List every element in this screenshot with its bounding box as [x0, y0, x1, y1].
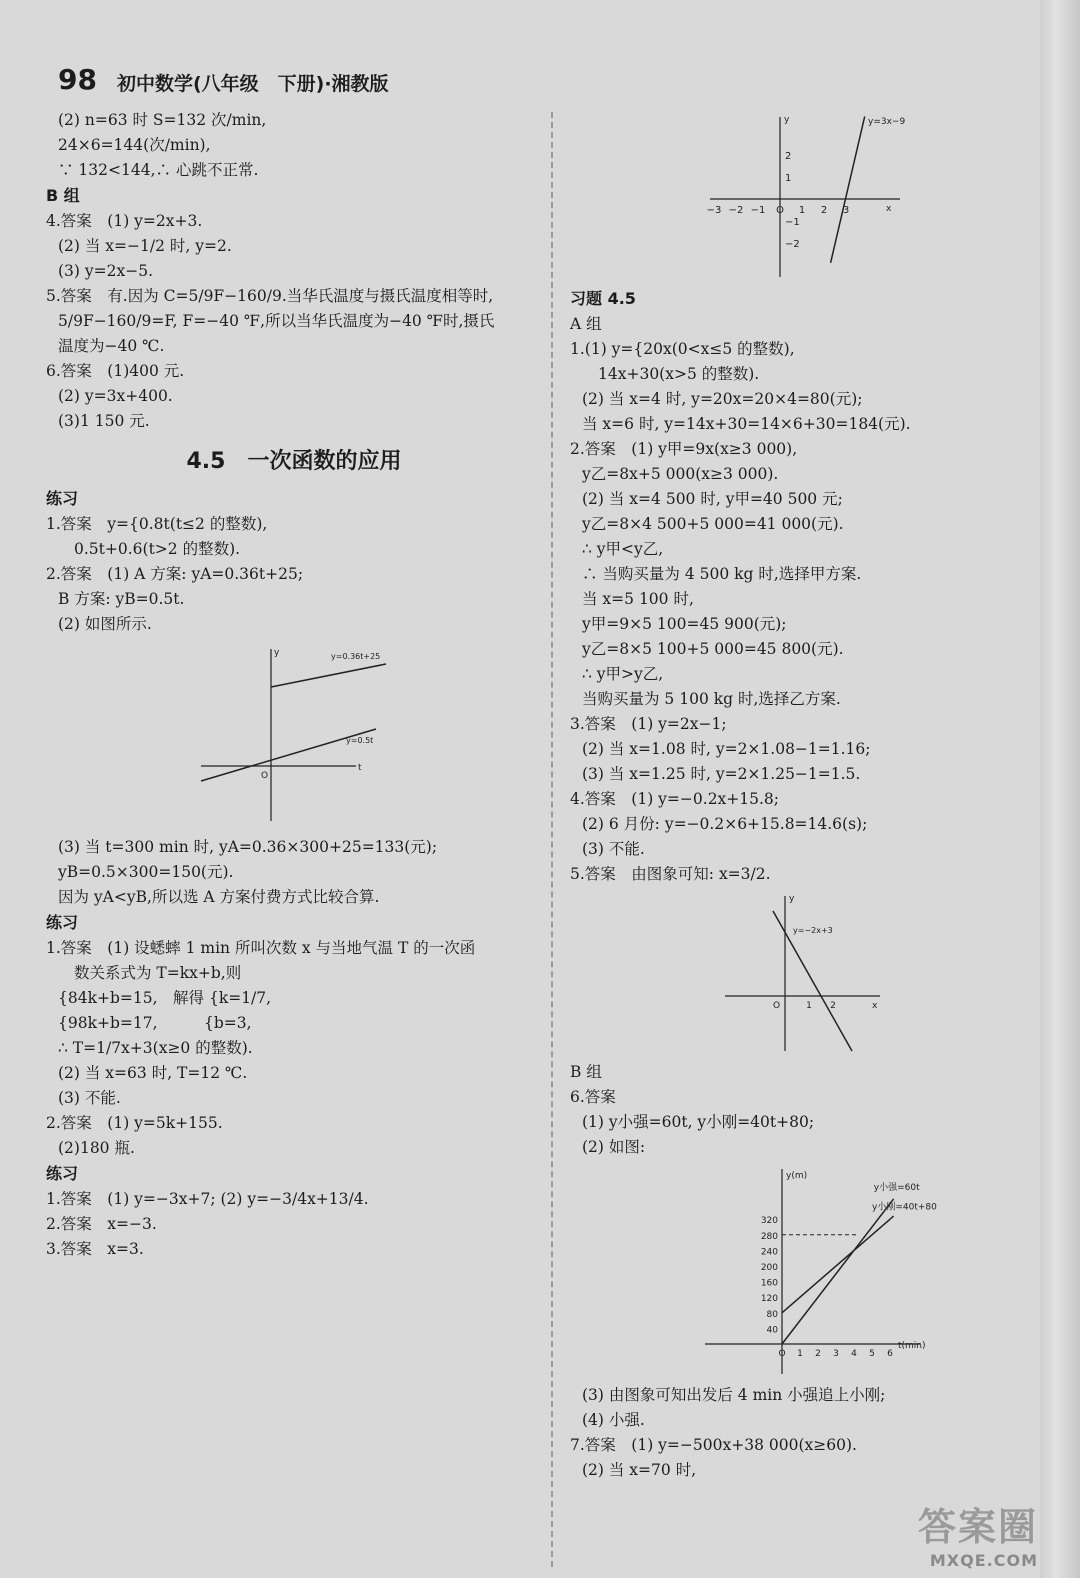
- left_column-line: 3.答案 x=3.: [46, 1240, 144, 1258]
- x-tick-2: 2: [815, 1349, 821, 1359]
- right-column: [570, 108, 970, 1483]
- left_column-line: 0.5t+0.6(t>2 的整数).: [74, 540, 241, 558]
- figure-a-graph: [196, 641, 576, 831]
- right_column-line: 当 x=5 100 时,: [582, 590, 694, 608]
- right_column-line: 习题 4.5: [570, 289, 636, 308]
- left_column-line: (3) y=2x−5.: [58, 262, 154, 280]
- left_column-line: 4.答案 (1) y=2x+3.: [46, 212, 203, 230]
- right_column-line: ∴ y甲<y乙,: [582, 540, 664, 558]
- line-b-label: y=0.5t: [346, 736, 374, 745]
- y-tick-3: 200: [760, 1263, 778, 1273]
- left-column: [46, 108, 542, 1262]
- right_column-line: (3) 当 x=1.25 时, y=2×1.25−1=1.5.: [582, 765, 861, 783]
- left_column-line: (2) y=3x+400.: [58, 387, 173, 405]
- right_column-line: (3) 由图象可知出发后 4 min 小强追上小刚;: [582, 1386, 886, 1404]
- right_column-line: 6.答案: [570, 1088, 616, 1106]
- x-axis-label: t(min): [898, 1341, 926, 1351]
- y-tick-1: 1: [785, 173, 792, 184]
- watermark-text: 答案圈: [917, 1505, 1038, 1549]
- line-a-label: y=0.36t+25: [331, 652, 381, 661]
- y-axis-label: y(m): [786, 1171, 808, 1181]
- left_column-line: yB=0.5×300=150(元).: [58, 863, 234, 881]
- left_column-line: 练习: [46, 913, 79, 932]
- left_column-line: (3)1 150 元.: [58, 412, 150, 430]
- origin-label: O: [261, 771, 269, 781]
- x-tick-4: 4: [851, 1349, 857, 1359]
- left_column-line: 1.答案 y={0.8t(t≤2 的整数),: [46, 515, 268, 533]
- right_column-line: 5.答案 由图象可知: x=3/2.: [570, 865, 771, 883]
- left_column-line: ∴ T=1/7x+3(x≥0 的整数).: [58, 1039, 253, 1057]
- right_column-line: 当 x=6 时, y=14x+30=14×6+30=184(元).: [582, 415, 911, 433]
- left_column-line: (2)180 瓶.: [58, 1139, 135, 1157]
- left_column-line: 练习: [46, 1164, 79, 1183]
- line-2-label: y小刚=40t+80: [872, 1202, 937, 1213]
- book-title: 初中数学(八年级 下册)·湘教版: [116, 73, 389, 95]
- x-tick-1: 1: [797, 1349, 803, 1359]
- x-tick-4: 1: [798, 205, 806, 216]
- left_column-line: {98k+b=17, {b=3,: [58, 1014, 252, 1032]
- x-tick-3: O: [776, 205, 784, 216]
- x-axis-label: t: [358, 763, 362, 773]
- right_column-line: (3) 不能.: [582, 840, 645, 858]
- left_column-line: 1.答案 (1) y=−3x+7; (2) y=−3/4x+13/4.: [46, 1190, 369, 1208]
- right_column-line: 7.答案 (1) y=−500x+38 000(x≥60).: [570, 1436, 857, 1454]
- y-tick-4: 160: [760, 1278, 778, 1289]
- right_column-line: 14x+30(x>5 的整数).: [598, 365, 760, 383]
- x-tick-2: −1: [750, 205, 766, 216]
- y-tick-3: −2: [785, 239, 800, 250]
- x-axis-label: x: [872, 1001, 878, 1011]
- figure-b-graph: [690, 112, 950, 282]
- line-xiaoqiang: [782, 1199, 894, 1344]
- right_column-line: (2) 当 x=70 时,: [582, 1461, 697, 1479]
- left_column-line: 5.答案 有.因为 C=5/9F−160/9.当华氏温度与摄氏温度相等时,: [46, 287, 494, 305]
- y-tick-6: 80: [766, 1309, 778, 1320]
- x-tick-6: 6: [887, 1349, 893, 1359]
- right_column-line: (4) 小强.: [582, 1411, 645, 1429]
- y-tick-1: 280: [760, 1231, 778, 1242]
- line-xiaogang: [782, 1216, 894, 1313]
- left_column-line: (2) 如图所示.: [58, 615, 152, 633]
- figure-d-graph: [700, 1164, 1000, 1379]
- left_column-line: 1.答案 (1) 设蟋蟀 1 min 所叫次数 x 与当地气温 T 的一次函: [46, 939, 476, 957]
- page-number: 98: [58, 63, 97, 96]
- y-tick-5: 120: [760, 1294, 778, 1305]
- right_column-line: A 组: [570, 315, 602, 333]
- right_column-line: (2) 6 月份: y=−0.2×6+15.8=14.6(s);: [582, 815, 868, 833]
- left_column-line: B 方案: yB=0.5t.: [58, 590, 185, 608]
- right_column-line: 当购买量为 5 100 kg 时,选择乙方案.: [582, 690, 841, 708]
- right_column-line: ∴ y甲>y乙,: [582, 665, 664, 683]
- x-tick-3: 3: [833, 1349, 839, 1359]
- x-tick-6: 3: [842, 205, 850, 216]
- right_column-line: y甲=9×5 100=45 900(元);: [582, 615, 787, 633]
- left_column-line: (2) 当 x=63 时, T=12 ℃.: [58, 1064, 248, 1082]
- left_column-line: {84k+b=15, 解得 {k=1/7,: [58, 989, 272, 1007]
- origin-label: O: [773, 1001, 781, 1011]
- figure-c-graph: [720, 891, 910, 1056]
- line-label: y=−2x+3: [793, 926, 833, 935]
- right_column-line: B 组: [570, 1063, 602, 1081]
- y-tick-2: −1: [785, 217, 800, 228]
- left_column-line: 温度为−40 ℃.: [58, 337, 165, 355]
- line-label: y=3x−9: [868, 117, 906, 127]
- right_column-line: (2) 当 x=1.08 时, y=2×1.08−1=1.16;: [582, 740, 871, 758]
- line-main: [831, 117, 865, 263]
- left_column-line: 2.答案 (1) y=5k+155.: [46, 1114, 223, 1132]
- y-tick-7: 40: [766, 1325, 778, 1336]
- x-axis-label: x: [886, 204, 892, 214]
- right_column-line: y乙=8x+5 000(x≥3 000).: [582, 465, 779, 483]
- left_column-line: 2.答案 (1) A 方案: yA=0.36t+25;: [46, 565, 304, 583]
- x-tick-0: −3: [706, 205, 722, 216]
- column-divider: [551, 112, 553, 1567]
- y-tick-0: 320: [760, 1216, 778, 1227]
- left_column-line: 4.5 一次函数的应用: [186, 449, 402, 474]
- left_column-line: 因为 yA<yB,所以选 A 方案付费方式比较合算.: [58, 888, 380, 906]
- right_column-line: (2) 当 x=4 500 时, y甲=40 500 元;: [582, 490, 843, 508]
- left_column-line: 练习: [46, 489, 79, 508]
- x-tick-5: 5: [869, 1349, 875, 1359]
- line-1-label: y小强=60t: [873, 1182, 920, 1193]
- left_column-line: ∵ 132<144,∴ 心跳不正常.: [58, 161, 259, 179]
- left_column-line: 24×6=144(次/min),: [58, 136, 211, 154]
- y-axis-label: y: [274, 648, 280, 658]
- right_column-line: y乙=8×4 500+5 000=41 000(元).: [582, 515, 844, 533]
- left_column-line: (3) 当 t=300 min 时, yA=0.36×300+25=133(元);: [58, 838, 438, 856]
- left_column-line: 6.答案 (1)400 元.: [46, 362, 185, 380]
- left_column-line: B 组: [46, 186, 80, 205]
- right_column-line: 3.答案 (1) y=2x−1;: [570, 715, 727, 733]
- y-axis-label: y: [789, 894, 795, 904]
- left_column-line: (2) n=63 时 S=132 次/min,: [58, 111, 267, 129]
- watermark-url: MXQE.COM: [929, 1551, 1038, 1570]
- y-axis-label: y: [784, 115, 790, 125]
- right_column-line: (2) 当 x=4 时, y=20x=20×4=80(元);: [582, 390, 863, 408]
- y-tick-0: 2: [785, 151, 792, 162]
- x-tick-5: 2: [820, 205, 828, 216]
- watermark: [918, 1496, 1038, 1570]
- page-header: [58, 62, 389, 96]
- right_column-line: 4.答案 (1) y=−0.2x+15.8;: [570, 790, 780, 808]
- x-tick-2: 2: [830, 1001, 836, 1011]
- line-a: [271, 664, 386, 687]
- left_column-line: (2) 当 x=−1/2 时, y=2.: [58, 237, 232, 255]
- x-tick-1: −2: [728, 205, 744, 216]
- right_column-line: y乙=8×5 100+5 000=45 800(元).: [582, 640, 844, 658]
- x-tick-0: O: [778, 1349, 786, 1359]
- y-tick-2: 240: [760, 1247, 778, 1258]
- left_column-line: 数关系式为 T=kx+b,则: [74, 964, 242, 982]
- right_column-line: (2) 如图:: [582, 1138, 646, 1156]
- right_column-line: 1.(1) y={20x(0<x≤5 的整数),: [570, 340, 795, 358]
- right_column-line: ∴ 当购买量为 4 500 kg 时,选择甲方案.: [582, 565, 862, 583]
- right_column-line: 2.答案 (1) y甲=9x(x≥3 000),: [570, 440, 798, 458]
- left_column-line: 5/9F−160/9=F, F=−40 ℉,所以当华氏温度为−40 ℉时,摄氏: [58, 312, 495, 330]
- left_column-line: 2.答案 x=−3.: [46, 1215, 157, 1233]
- x-tick-1: 1: [806, 1001, 812, 1011]
- page-binding: [1040, 0, 1080, 1578]
- right_column-line: (1) y小强=60t, y小刚=40t+80;: [582, 1113, 815, 1131]
- left_column-line: (3) 不能.: [58, 1089, 121, 1107]
